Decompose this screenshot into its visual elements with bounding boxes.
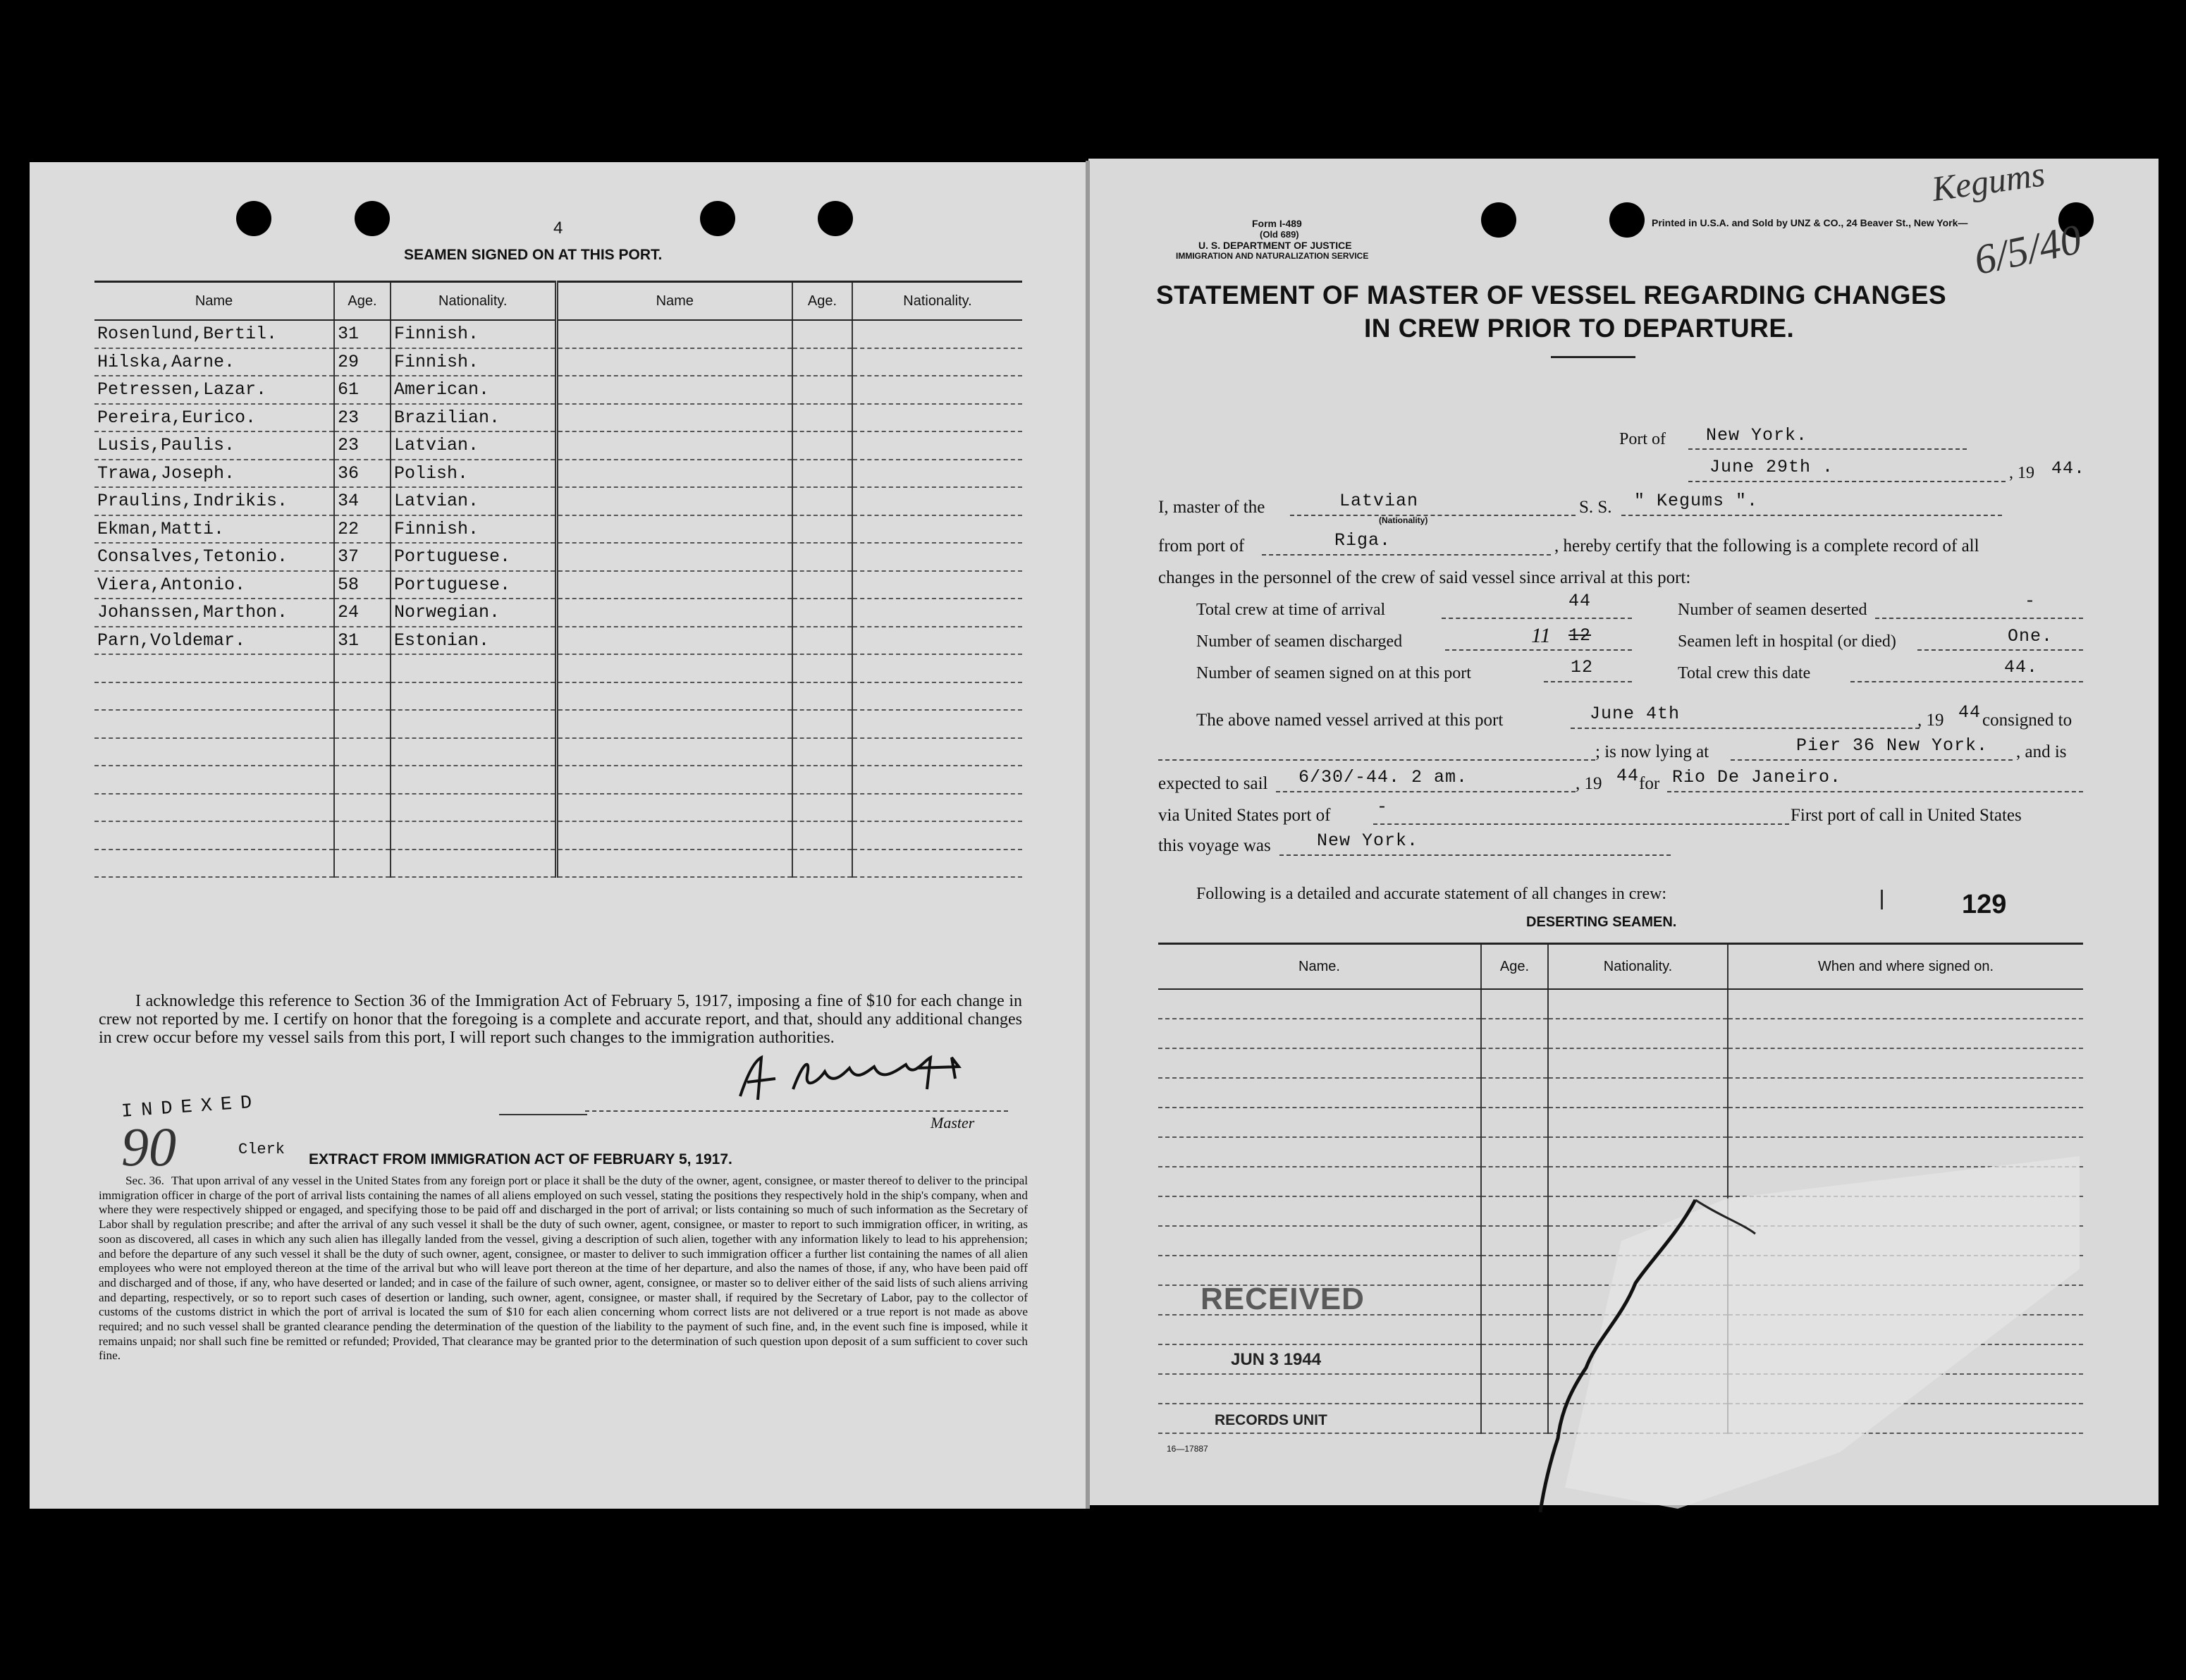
extract-text — [99, 1174, 1028, 1363]
cell-name — [556, 571, 792, 599]
certify-text: , hereby certify that the following is a complete record of all — [1554, 537, 1979, 556]
deserting-title: DESERTING SEAMEN. — [1526, 914, 1677, 930]
lying-value: Pier 36 New York. — [1796, 735, 1989, 756]
table-row — [94, 515, 1022, 544]
deserted-label: Number of seamen deserted — [1678, 601, 1867, 619]
cell-nationality — [1548, 1048, 1728, 1078]
column-header-nationality: Nationality. — [391, 282, 556, 321]
arrived-label: The above named vessel arrived at this port — [1196, 711, 1504, 730]
cell-age — [1481, 1078, 1548, 1108]
cell-age: 58 — [334, 571, 391, 599]
punch-hole-icon — [1481, 202, 1516, 238]
cell-name — [556, 431, 792, 460]
received-stamp: RECEIVED — [1201, 1282, 1365, 1316]
punch-hole-icon — [700, 201, 735, 236]
arrived-value: June 4th — [1590, 704, 1681, 724]
discharged-label: Number of seamen discharged — [1196, 632, 1403, 651]
fill-line — [1373, 823, 1789, 825]
cell-name — [1158, 1108, 1481, 1137]
sail-year-prefix: , 19 — [1576, 774, 1602, 793]
cell-nationality — [1548, 1108, 1728, 1137]
voyage-value: New York. — [1317, 830, 1419, 851]
hospital-label: Seamen left in hospital (or died) — [1678, 632, 1896, 651]
cell-name: Trawa,Joseph. — [94, 460, 334, 488]
cell-name — [556, 376, 792, 404]
title-rule — [1551, 356, 1635, 358]
cell-age — [792, 794, 852, 822]
cell-name — [1158, 1048, 1481, 1078]
master-of-label: I, master of the — [1158, 498, 1265, 517]
cell-name: Consalves,Tetonio. — [94, 543, 334, 571]
punch-hole-icon — [1609, 202, 1645, 238]
table-row — [1158, 1048, 2083, 1078]
cell-age — [334, 738, 391, 766]
from-port-value: Riga. — [1334, 530, 1392, 551]
sail-year: 44 — [1616, 766, 1640, 786]
cell-nationality: Norwegian. — [391, 599, 556, 627]
cell-age — [334, 654, 391, 682]
cell-age — [792, 460, 852, 488]
stamp-mark — [1881, 890, 1883, 909]
cell-name — [1158, 1226, 1481, 1256]
cell-nationality — [391, 794, 556, 822]
via-label: via United States port of — [1158, 806, 1331, 825]
arrived-year: 44 — [1958, 702, 1982, 723]
cell-age — [792, 850, 852, 878]
cell-nationality: Latvian. — [391, 487, 556, 515]
cell-age — [792, 431, 852, 460]
cell-age — [792, 682, 852, 711]
cell-name — [556, 654, 792, 682]
cell-age: 29 — [334, 348, 391, 376]
year-value: 44. — [2051, 458, 2086, 479]
printer-note: Printed in U.S.A. and Sold by UNZ & CO., 24 Beaver St., New York— — [1652, 217, 1968, 228]
column-header-age: Age. — [792, 282, 852, 321]
column-header-signed-on: When and where signed on. — [1728, 944, 2083, 990]
via-value: - — [1377, 797, 1389, 817]
cell-age — [334, 850, 391, 878]
cell-nationality — [852, 431, 1022, 460]
records-unit-stamp: RECORDS UNIT — [1215, 1412, 1327, 1428]
cell-nationality — [1548, 1078, 1728, 1108]
column-header-name: Name. — [1158, 944, 1481, 990]
cell-nationality: Estonian. — [391, 627, 556, 655]
table-row — [94, 404, 1022, 432]
cell-name — [1158, 1137, 1481, 1167]
form-title-line-2: IN CREW PRIOR TO DEPARTURE. — [1364, 314, 1795, 343]
cell-name: Ekman,Matti. — [94, 515, 334, 544]
cell-name — [556, 515, 792, 544]
cell-name — [556, 404, 792, 432]
table-row — [1158, 1078, 2083, 1108]
signed-on-value: 12 — [1571, 657, 1594, 677]
cell-nationality — [852, 794, 1022, 822]
cell-name — [94, 654, 334, 682]
fill-line — [1276, 791, 1576, 792]
cell-age: 31 — [334, 627, 391, 655]
cell-signed-on — [1728, 1019, 2083, 1048]
column-header-nationality: Nationality. — [852, 282, 1022, 321]
section-label: Sec. 36. — [125, 1174, 164, 1187]
fill-line — [1621, 515, 2002, 516]
cell-name — [1158, 1196, 1481, 1226]
cell-nationality — [852, 404, 1022, 432]
cell-name — [556, 543, 792, 571]
cell-age — [1481, 989, 1548, 1019]
cell-nationality — [391, 738, 556, 766]
cell-name: Rosenlund,Bertil. — [94, 320, 334, 348]
cell-age — [792, 543, 852, 571]
cell-name: Hilska,Aarne. — [94, 348, 334, 376]
hospital-value: One. — [2008, 626, 2053, 646]
cell-age: 37 — [334, 543, 391, 571]
department-name: U. S. DEPARTMENT OF JUSTICE — [1198, 240, 1352, 251]
cell-name — [556, 627, 792, 655]
port-label: Port of — [1619, 430, 1666, 448]
cell-nationality — [852, 710, 1022, 738]
port-value: New York. — [1706, 425, 1808, 446]
cell-age — [792, 487, 852, 515]
cell-name — [1158, 1374, 1481, 1404]
table-row — [94, 738, 1022, 766]
cell-name: Johanssen,Marthon. — [94, 599, 334, 627]
table-row — [94, 431, 1022, 460]
cell-age — [792, 515, 852, 544]
cell-nationality: Brazilian. — [391, 404, 556, 432]
cell-nationality — [1548, 1019, 1728, 1048]
sail-value: 6/30/-44. 2 am. — [1298, 767, 1468, 787]
cell-name — [94, 682, 334, 711]
table-row — [1158, 989, 2083, 1019]
cell-age — [1481, 1048, 1548, 1078]
seamen-signed-on-table — [94, 281, 1022, 878]
cell-name: Praulins,Indrikis. — [94, 487, 334, 515]
cell-nationality — [852, 320, 1022, 348]
table-row — [94, 487, 1022, 515]
column-header-name: Name — [94, 282, 334, 321]
cell-nationality — [852, 543, 1022, 571]
cell-age — [334, 821, 391, 850]
cell-name — [1158, 1167, 1481, 1196]
master-label: Master — [931, 1114, 975, 1132]
cell-nationality — [852, 850, 1022, 878]
punch-hole-icon — [355, 201, 390, 236]
table-row — [94, 571, 1022, 599]
cell-age: 61 — [334, 376, 391, 404]
cell-nationality — [391, 654, 556, 682]
cell-name — [556, 710, 792, 738]
cell-age — [792, 320, 852, 348]
service-name: IMMIGRATION AND NATURALIZATION SERVICE — [1176, 251, 1369, 261]
cell-name — [556, 487, 792, 515]
cell-age — [334, 682, 391, 711]
cell-nationality — [391, 850, 556, 878]
cell-name — [556, 738, 792, 766]
cell-nationality — [852, 376, 1022, 404]
cell-age — [792, 627, 852, 655]
cell-name: Lusis,Paulis. — [94, 431, 334, 460]
cell-signed-on — [1728, 989, 2083, 1019]
cell-nationality: Polish. — [391, 460, 556, 488]
table-row — [94, 460, 1022, 488]
cell-nationality — [391, 766, 556, 794]
table-row — [94, 599, 1022, 627]
table-row — [94, 376, 1022, 404]
sail-label: expected to sail — [1158, 774, 1268, 793]
voyage-label: this voyage was — [1158, 836, 1271, 855]
fill-line — [1688, 448, 1967, 450]
cell-age: 31 — [334, 320, 391, 348]
cell-name: Viera,Antonio. — [94, 571, 334, 599]
cell-age — [792, 738, 852, 766]
stamp-number: 129 — [1962, 890, 2007, 919]
cell-signed-on — [1728, 1048, 2083, 1078]
cell-name — [556, 794, 792, 822]
form-title-line-1: STATEMENT OF MASTER OF VESSEL REGARDING CHANGES — [1156, 281, 1947, 309]
column-header-nationality: Nationality. — [1548, 944, 1728, 990]
table-row — [94, 543, 1022, 571]
cell-nationality — [852, 348, 1022, 376]
cell-nationality: Finnish. — [391, 515, 556, 544]
cell-age: 36 — [334, 460, 391, 488]
cell-age — [792, 404, 852, 432]
cell-age: 23 — [334, 404, 391, 432]
corner-note: Kegums — [1929, 154, 2048, 209]
form-number: Form I-489 — [1252, 218, 1302, 229]
table-row — [94, 710, 1022, 738]
cell-age — [792, 766, 852, 794]
cell-nationality — [852, 627, 1022, 655]
cell-signed-on — [1728, 1078, 2083, 1108]
page-number: 4 — [553, 219, 563, 238]
consigned-label: consigned to — [1982, 711, 2073, 730]
cell-nationality — [1548, 989, 1728, 1019]
cell-nationality — [852, 571, 1022, 599]
table-row — [1158, 1108, 2083, 1137]
fill-line — [1850, 681, 2083, 682]
cell-age — [334, 766, 391, 794]
cell-age — [792, 654, 852, 682]
cell-name — [1158, 1019, 1481, 1048]
cell-name — [1158, 1078, 1481, 1108]
column-header-age: Age. — [1481, 944, 1548, 990]
extract-body: That upon arrival of any vessel in the United States from any foreign port or place it shall be the duty of the owner, agent, consignee, or master thereof to deliver to the principal immigration officer in charge of the port of arrival lists containing the names of all aliens employed on such vessel, stating the positions they respectively hold in the ship's company, when and where they were respectively shipped or engaged, and specifying those to be paid off and discharged in the port of arrival; or lists containing so much of such information as the Secretary of Labor shall by regulation prescribe; and after the arrival of any such vessel it shall be the duty of such owner, agent, consignee, or master to report to such immigration officer, in writing, as soon as discovered, all cases in which any such alien has illegally landed from the vessel, giving a description of such alien, together with any information likely to lead to his apprehension; and before the departure of any such vessel it shall be the duty of such owner, agent, consignee, or master to deliver to such immigration officer a further list containing the names of all alien employees who were not employed thereon at the time of the arrival but who will leave port thereon at the time of her departure, and also the names of those, if any, who have been paid off and discharged and of those, if any, who have deserted or landed; and in case of the failure of such owner, agent, consignee, or master so to deliver either of the said lists of such aliens arriving and departing, respectively, or so to report such cases of desertion or landing, such owner, agent, consignee, or master shall, if required by the Secretary of Labor, pay to the collector of customs of the customs district in which the port of arrival is located the sum of $10 for each alien concerning whom correct lists are not delivered or a true report is not made as above required; and no such vessel shall be granted clearance pending the determination of the question of the liability to the payment of such fine, and, in the event such fine is imposed, while it remains unpaid; nor shall such fine be remitted or refunded; Provided, That clearance may be granted prior to the determination of such question upon deposit of a sum sufficient to cover such fine. — [99, 1174, 1028, 1363]
table-row — [94, 682, 1022, 711]
signature-line — [499, 1114, 587, 1115]
cell-age — [1481, 1108, 1548, 1137]
fill-line — [1442, 618, 1632, 619]
indexed-stamp: INDEXED — [121, 1092, 262, 1123]
table-row — [94, 627, 1022, 655]
discharged-value: 11 — [1531, 624, 1551, 647]
cell-age — [792, 710, 852, 738]
fill-line — [1917, 649, 2083, 651]
fill-line — [1688, 481, 2006, 482]
cell-age: 22 — [334, 515, 391, 544]
table-header-row — [94, 282, 1022, 321]
cell-nationality: Finnish. — [391, 320, 556, 348]
cell-age — [334, 794, 391, 822]
from-port-label: from port of — [1158, 537, 1245, 556]
table-row — [94, 850, 1022, 878]
cell-name — [556, 599, 792, 627]
cell-name — [556, 850, 792, 878]
arrived-year-prefix: , 19 — [1917, 711, 1944, 730]
ship-name: " Kegums ". — [1634, 491, 1759, 511]
table-row — [94, 348, 1022, 376]
fill-line — [1731, 759, 2013, 761]
cell-age — [792, 571, 852, 599]
cell-name: Pereira,Eurico. — [94, 404, 334, 432]
table-row — [94, 821, 1022, 850]
fill-line — [1262, 554, 1551, 556]
cell-name — [1158, 989, 1481, 1019]
for-label: for — [1639, 774, 1660, 793]
fill-line — [1875, 618, 2083, 619]
cell-nationality: Portuguese. — [391, 571, 556, 599]
cell-nationality — [852, 766, 1022, 794]
corner-note: 6/5/40 — [1970, 215, 2086, 284]
cell-signed-on — [1728, 1108, 2083, 1137]
section-title: SEAMEN SIGNED ON AT THIS PORT. — [404, 247, 663, 263]
total-arrival-label: Total crew at time of arrival — [1196, 601, 1386, 619]
fill-line — [1544, 681, 1632, 682]
page-fold — [1086, 161, 1090, 1509]
column-header-name: Name — [556, 282, 792, 321]
cell-nationality — [852, 738, 1022, 766]
cell-name — [556, 682, 792, 711]
lying-label: ; is now lying at — [1595, 742, 1709, 761]
date-value: June 29th . — [1709, 457, 1834, 477]
changes-text: changes in the personnel of the crew of said vessel since arrival at this port: — [1158, 568, 1691, 587]
form-code: 16—17887 — [1167, 1444, 1208, 1454]
discharged-struck-value: 12 — [1568, 625, 1592, 646]
torn-tape-overlay — [1445, 1156, 2080, 1523]
cell-age: 24 — [334, 599, 391, 627]
cell-name — [94, 738, 334, 766]
cell-name — [556, 766, 792, 794]
total-arrival-value: 44 — [1568, 591, 1592, 611]
cell-age — [792, 821, 852, 850]
cell-nationality: American. — [391, 376, 556, 404]
cell-nationality — [852, 682, 1022, 711]
signed-on-label: Number of seamen signed on at this port — [1196, 664, 1471, 682]
clerk-initials: 90 — [121, 1116, 176, 1177]
cell-name — [556, 821, 792, 850]
cell-nationality: Portuguese. — [391, 543, 556, 571]
table-row — [94, 320, 1022, 348]
cell-name — [94, 794, 334, 822]
cell-nationality — [852, 599, 1022, 627]
cell-name: Parn,Voldemar. — [94, 627, 334, 655]
table-row — [94, 766, 1022, 794]
nationality-value: Latvian — [1339, 491, 1419, 511]
cell-nationality: Latvian. — [391, 431, 556, 460]
fill-line — [1445, 649, 1632, 651]
cell-name — [556, 460, 792, 488]
cell-name — [94, 710, 334, 738]
cell-age: 34 — [334, 487, 391, 515]
cell-name — [94, 850, 334, 878]
cell-nationality — [852, 654, 1022, 682]
extract-title: EXTRACT FROM IMMIGRATION ACT OF FEBRUARY 5, 1917. — [309, 1151, 732, 1167]
fill-line — [1667, 791, 2083, 792]
following-text: Following is a detailed and accurate statement of all changes in crew: — [1196, 885, 1667, 903]
cell-name: Petressen,Lazar. — [94, 376, 334, 404]
cell-age — [792, 348, 852, 376]
first-port-label: First port of call in United States — [1791, 806, 2022, 825]
cell-nationality — [391, 710, 556, 738]
cell-nationality: Finnish. — [391, 348, 556, 376]
cell-age — [792, 599, 852, 627]
total-now-value: 44. — [2004, 657, 2039, 677]
cell-nationality — [852, 515, 1022, 544]
clerk-label: Clerk — [238, 1141, 285, 1158]
cell-age — [1481, 1019, 1548, 1048]
master-signature — [726, 1047, 1022, 1114]
fill-line — [1279, 854, 1671, 856]
cell-nationality — [852, 821, 1022, 850]
destination-value: Rio De Janeiro. — [1672, 767, 1842, 787]
total-now-label: Total crew this date — [1678, 664, 1811, 682]
table-row — [1158, 1019, 2083, 1048]
and-is-label: , and is — [2016, 742, 2067, 761]
punch-hole-icon — [818, 201, 853, 236]
cell-name — [556, 348, 792, 376]
received-date: JUN 3 1944 — [1231, 1350, 1322, 1369]
cell-name — [94, 766, 334, 794]
column-header-age: Age. — [334, 282, 391, 321]
table-row — [94, 654, 1022, 682]
old-form-number: (Old 689) — [1260, 229, 1299, 240]
table-row — [94, 794, 1022, 822]
table-header-row — [1158, 944, 2083, 990]
fill-line — [1158, 759, 1595, 761]
signature-line — [585, 1110, 1008, 1112]
cell-nationality — [391, 821, 556, 850]
deserted-value: - — [2025, 591, 2037, 611]
nationality-caption: (Nationality) — [1379, 515, 1428, 525]
cell-age — [792, 376, 852, 404]
cell-name — [1158, 1315, 1481, 1344]
cell-nationality — [391, 682, 556, 711]
cell-name — [1158, 1256, 1481, 1285]
cell-name — [94, 821, 334, 850]
cell-nationality — [852, 460, 1022, 488]
acknowledgement-text: I acknowledge this reference to Section 36 of the Immigration Act of February 5, 1917, imposing a fine of $10 for each change in crew not reported by me. I certify on honor that the foregoing is a complete and accurate report, and that, should any additional changes in crew occur before my vessel sails from this port, I will report such changes to the immigration authorities. — [99, 992, 1022, 1047]
punch-hole-icon — [236, 201, 271, 236]
year-prefix: , 19 — [2009, 464, 2034, 482]
cell-nationality — [852, 487, 1022, 515]
cell-name — [556, 320, 792, 348]
cell-age — [334, 710, 391, 738]
fill-line — [1571, 728, 1920, 729]
fill-line — [1290, 515, 1576, 516]
cell-age: 23 — [334, 431, 391, 460]
ss-label: S. S. — [1579, 498, 1612, 517]
